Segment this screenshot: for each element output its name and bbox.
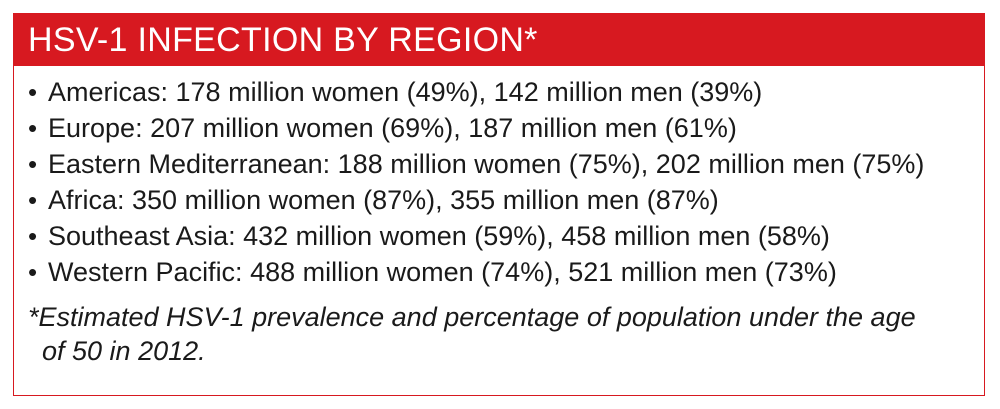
list-item-text: Eastern Mediterranean: 188 million women (75%), 202 million men (75%) xyxy=(48,149,925,179)
footnote-line-1: *Estimated HSV-1 prevalence and percentage of population under the age xyxy=(28,302,916,332)
list-item-text: Africa: 350 million women (87%), 355 million men (87%) xyxy=(48,185,719,215)
list-item xyxy=(14,110,984,146)
infobox xyxy=(13,13,985,396)
bullet-icon: • xyxy=(28,149,38,179)
bullet-icon: • xyxy=(28,185,38,215)
bullet-icon: • xyxy=(28,77,38,107)
list-item-text: Europe: 207 million women (69%), 187 million men (61%) xyxy=(48,113,737,143)
region-list xyxy=(14,74,984,290)
infobox-title: HSV-1 INFECTION BY REGION* xyxy=(28,21,538,59)
list-item xyxy=(14,254,984,290)
list-item xyxy=(14,74,984,110)
infobox-header xyxy=(14,14,984,66)
list-item-text: Americas: 178 million women (49%), 142 million men (39%) xyxy=(48,77,763,107)
list-item xyxy=(14,182,984,218)
list-item-text: Western Pacific: 488 million women (74%), 521 million men (73%) xyxy=(48,257,837,287)
footnote xyxy=(28,300,978,368)
footnote-line-2: of 50 in 2012. xyxy=(42,336,206,366)
bullet-icon: • xyxy=(28,113,38,143)
list-item xyxy=(14,146,984,182)
list-item-text: Southeast Asia: 432 million women (59%), 458 million men (58%) xyxy=(48,221,830,251)
bullet-icon: • xyxy=(28,221,38,251)
list-item xyxy=(14,218,984,254)
bullet-icon: • xyxy=(28,257,38,287)
